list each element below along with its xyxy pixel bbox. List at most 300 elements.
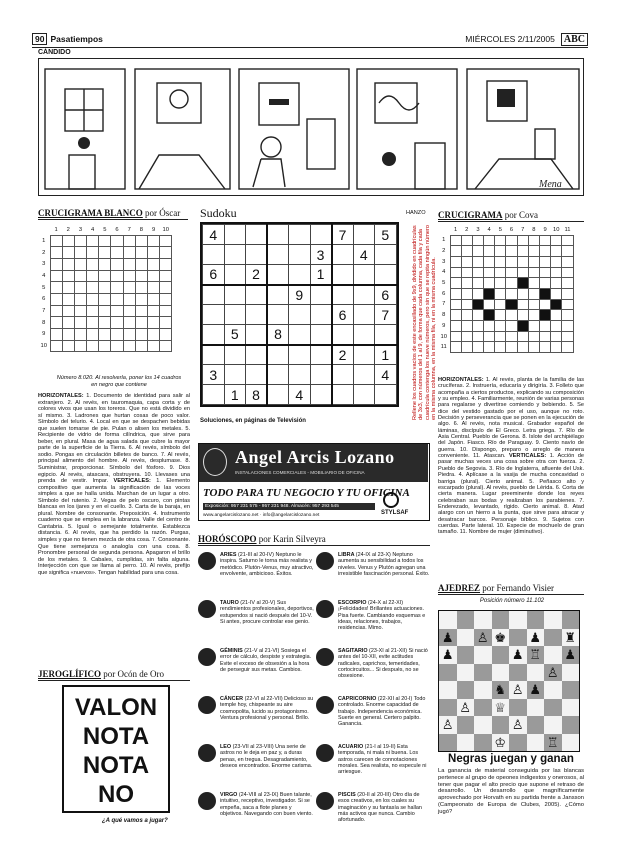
crossword-cell[interactable] <box>495 256 506 267</box>
sudoku-cell[interactable] <box>267 285 289 305</box>
sudoku-cell[interactable]: 1 <box>224 385 246 405</box>
crossword-cell[interactable] <box>472 331 483 342</box>
crossword-cell[interactable] <box>461 288 472 299</box>
crossword-cell[interactable] <box>528 331 539 342</box>
chess-square[interactable] <box>544 646 562 664</box>
chess-square[interactable]: ♚ <box>492 629 510 647</box>
sudoku-cell[interactable] <box>203 325 225 345</box>
crossword-cell[interactable] <box>472 288 483 299</box>
sudoku-cell[interactable] <box>310 225 332 245</box>
crossword-cell[interactable] <box>123 235 135 247</box>
crossword-cell[interactable] <box>540 267 551 278</box>
crossword-cell[interactable] <box>111 340 123 352</box>
chess-square[interactable] <box>457 716 475 734</box>
crossword-cell[interactable] <box>528 342 539 353</box>
crossword-cell[interactable] <box>99 305 111 317</box>
chess-square[interactable] <box>439 664 457 682</box>
crossword-cell[interactable] <box>62 340 74 352</box>
crossword-cell[interactable] <box>111 293 123 305</box>
sudoku-cell[interactable] <box>310 345 332 365</box>
crossword-cell[interactable] <box>562 331 573 342</box>
chess-square[interactable] <box>544 681 562 699</box>
crossword-cell[interactable] <box>495 235 506 246</box>
sudoku-cell[interactable] <box>332 325 354 345</box>
crossword-cell[interactable] <box>450 288 461 299</box>
crossword-cell[interactable] <box>495 267 506 278</box>
sudoku-cell[interactable] <box>289 265 311 285</box>
chess-square[interactable] <box>474 699 492 717</box>
crossword-cell[interactable] <box>87 340 99 352</box>
crossword-cell[interactable] <box>50 317 62 329</box>
crossword-cell[interactable] <box>148 305 160 317</box>
crossword-cell[interactable] <box>472 321 483 332</box>
crossword-cell[interactable] <box>551 342 562 353</box>
chess-square[interactable]: ♙ <box>457 699 475 717</box>
crossword-cell[interactable] <box>62 270 74 282</box>
crossword-cell[interactable] <box>74 317 86 329</box>
sudoku-cell[interactable] <box>310 365 332 385</box>
crossword-cell[interactable] <box>517 256 528 267</box>
sudoku-cell[interactable]: 8 <box>246 385 268 405</box>
crossword-cell[interactable] <box>450 235 461 246</box>
crossword-cell[interactable] <box>160 270 172 282</box>
crossword-cell[interactable] <box>495 310 506 321</box>
sudoku-cell[interactable] <box>332 265 354 285</box>
sudoku-cell[interactable] <box>353 285 375 305</box>
crossword-cell[interactable] <box>135 329 147 341</box>
crossword-cell[interactable] <box>528 256 539 267</box>
crossword-cell[interactable] <box>506 235 517 246</box>
sudoku-cell[interactable] <box>310 325 332 345</box>
chess-square[interactable] <box>492 611 510 629</box>
crossword-cell[interactable] <box>562 299 573 310</box>
sudoku-cell[interactable] <box>332 285 354 305</box>
crossword-cell[interactable] <box>540 246 551 257</box>
crossword-cell[interactable] <box>540 321 551 332</box>
crossword-cell[interactable] <box>160 235 172 247</box>
chess-square[interactable] <box>457 646 475 664</box>
crossword-cell[interactable] <box>562 246 573 257</box>
crossword-cell[interactable] <box>495 299 506 310</box>
crossword-cell[interactable] <box>450 321 461 332</box>
crossword-cell[interactable] <box>551 267 562 278</box>
chess-square[interactable] <box>527 716 545 734</box>
sudoku-cell[interactable]: 6 <box>203 265 225 285</box>
crossword-cell[interactable] <box>148 247 160 259</box>
crossword-cell[interactable] <box>484 288 495 299</box>
sudoku-cell[interactable] <box>353 365 375 385</box>
sudoku-cell[interactable] <box>289 325 311 345</box>
chess-square[interactable] <box>527 664 545 682</box>
sudoku-cell[interactable] <box>224 225 246 245</box>
chess-square[interactable]: ♟ <box>439 646 457 664</box>
crossword-cell[interactable] <box>517 331 528 342</box>
crossword-cell[interactable] <box>472 342 483 353</box>
chess-square[interactable]: ♙ <box>474 629 492 647</box>
crossword-cell[interactable] <box>540 299 551 310</box>
sudoku-cell[interactable]: 5 <box>375 225 397 245</box>
chess-square[interactable] <box>544 716 562 734</box>
sudoku-cell[interactable] <box>224 345 246 365</box>
crossword-cell[interactable] <box>506 267 517 278</box>
crossword-cell[interactable] <box>87 270 99 282</box>
crossword-cell[interactable] <box>506 299 517 310</box>
sudoku-cell[interactable]: 4 <box>353 245 375 265</box>
sudoku-cell[interactable] <box>267 225 289 245</box>
chess-square[interactable]: ♟ <box>527 681 545 699</box>
sudoku-cell[interactable] <box>353 345 375 365</box>
sudoku-cell[interactable] <box>353 385 375 405</box>
crossword-cell[interactable] <box>99 270 111 282</box>
crossword-cell[interactable] <box>450 331 461 342</box>
crossword-cell[interactable] <box>74 258 86 270</box>
crossword-cell[interactable] <box>74 340 86 352</box>
crossword-cell[interactable] <box>99 282 111 294</box>
chess-square[interactable] <box>474 664 492 682</box>
crossword-cell[interactable] <box>87 235 99 247</box>
crossword-cell[interactable] <box>450 278 461 289</box>
crossword-cell[interactable] <box>484 278 495 289</box>
crossword-cell[interactable] <box>62 235 74 247</box>
crossword-cell[interactable] <box>99 247 111 259</box>
crossword-cell[interactable] <box>517 342 528 353</box>
crossword-cell[interactable] <box>50 340 62 352</box>
sudoku-cell[interactable] <box>203 285 225 305</box>
sudoku-cell[interactable] <box>246 365 268 385</box>
sudoku-cell[interactable] <box>353 265 375 285</box>
chess-square[interactable] <box>544 611 562 629</box>
crossword-cell[interactable] <box>495 321 506 332</box>
crossword-cell[interactable] <box>123 247 135 259</box>
crossword-cell[interactable] <box>74 235 86 247</box>
crossword-cell[interactable] <box>551 299 562 310</box>
crossword-cell[interactable] <box>528 310 539 321</box>
crossword-cell[interactable] <box>562 278 573 289</box>
chess-square[interactable] <box>457 681 475 699</box>
sudoku-cell[interactable]: 3 <box>203 365 225 385</box>
chess-square[interactable] <box>474 716 492 734</box>
sudoku-cell[interactable] <box>289 365 311 385</box>
crossword-cell[interactable] <box>135 293 147 305</box>
sudoku-cell[interactable]: 7 <box>332 225 354 245</box>
crossword-cell[interactable] <box>461 278 472 289</box>
sudoku-cell[interactable] <box>246 225 268 245</box>
sudoku-cell[interactable] <box>332 385 354 405</box>
sudoku-cell[interactable] <box>375 245 397 265</box>
sudoku-cell[interactable] <box>267 345 289 365</box>
crossword-cell[interactable] <box>450 246 461 257</box>
crossword-cell[interactable] <box>551 288 562 299</box>
crossword-cell[interactable] <box>450 299 461 310</box>
crossword-cell[interactable] <box>123 340 135 352</box>
chess-square[interactable]: ♕ <box>492 699 510 717</box>
crossword-cell[interactable] <box>74 305 86 317</box>
crossword-cell[interactable] <box>472 299 483 310</box>
sudoku-cell[interactable] <box>203 385 225 405</box>
crossword-cell[interactable] <box>484 267 495 278</box>
sudoku-cell[interactable] <box>246 285 268 305</box>
sudoku-cell[interactable] <box>267 265 289 285</box>
crossword-cell[interactable] <box>528 246 539 257</box>
crossword-cell[interactable] <box>74 270 86 282</box>
chess-square[interactable]: ♜ <box>562 629 580 647</box>
chess-square[interactable]: ♟ <box>439 629 457 647</box>
chess-square[interactable]: ♟ <box>527 629 545 647</box>
crossword-cell[interactable] <box>111 247 123 259</box>
sudoku-cell[interactable] <box>224 245 246 265</box>
sudoku-cell[interactable]: 5 <box>224 325 246 345</box>
sudoku-cell[interactable]: 4 <box>203 225 225 245</box>
crossword-cell[interactable] <box>148 340 160 352</box>
crossword-cell[interactable] <box>450 342 461 353</box>
crossword-cell[interactable] <box>484 342 495 353</box>
sudoku-cell[interactable] <box>224 265 246 285</box>
crossword-cell[interactable] <box>517 246 528 257</box>
chess-square[interactable] <box>562 716 580 734</box>
sudoku-cell[interactable]: 8 <box>267 325 289 345</box>
crossword-cell[interactable] <box>484 256 495 267</box>
crossword-cell[interactable] <box>562 256 573 267</box>
sudoku-cell[interactable] <box>289 305 311 325</box>
crossword-cell[interactable] <box>123 329 135 341</box>
chess-square[interactable]: ♟ <box>562 646 580 664</box>
chess-square[interactable] <box>527 734 545 752</box>
crossword-cell[interactable] <box>528 267 539 278</box>
crossword-cell[interactable] <box>74 247 86 259</box>
crossword-cell[interactable] <box>135 340 147 352</box>
chess-square[interactable]: ♖ <box>527 646 545 664</box>
chess-square[interactable] <box>492 646 510 664</box>
chess-square[interactable] <box>474 681 492 699</box>
sudoku-cell[interactable] <box>267 245 289 265</box>
sudoku-cell[interactable] <box>353 325 375 345</box>
crossword-cell[interactable] <box>495 288 506 299</box>
crossword-cell[interactable] <box>50 247 62 259</box>
crossword-cell[interactable] <box>50 282 62 294</box>
chess-square[interactable] <box>509 664 527 682</box>
crossword-cell[interactable] <box>551 331 562 342</box>
crossword-cell[interactable] <box>472 267 483 278</box>
crossword-cell[interactable] <box>99 329 111 341</box>
crossword-cell[interactable] <box>562 288 573 299</box>
crossword-cell[interactable] <box>111 282 123 294</box>
sudoku-cell[interactable] <box>246 305 268 325</box>
crossword-cell[interactable] <box>450 267 461 278</box>
crossword-cell[interactable] <box>495 246 506 257</box>
crossword-cell[interactable] <box>148 317 160 329</box>
crossword-cell[interactable] <box>495 331 506 342</box>
crossword-cell[interactable] <box>517 321 528 332</box>
crossword-cell[interactable] <box>506 321 517 332</box>
chess-square[interactable] <box>509 699 527 717</box>
crossword-cell[interactable] <box>111 329 123 341</box>
crossword-cell[interactable] <box>74 293 86 305</box>
crossword-cell[interactable] <box>562 267 573 278</box>
crossword-cell[interactable] <box>461 342 472 353</box>
crossword-cell[interactable] <box>540 331 551 342</box>
chess-square[interactable] <box>562 611 580 629</box>
sudoku-cell[interactable] <box>246 245 268 265</box>
crossword-cell[interactable] <box>540 278 551 289</box>
crossword-cell[interactable] <box>461 299 472 310</box>
crossword-cell[interactable] <box>472 256 483 267</box>
crossword-cell[interactable] <box>160 282 172 294</box>
crossword-cell[interactable] <box>160 293 172 305</box>
crossword-cell[interactable] <box>123 270 135 282</box>
sudoku-cell[interactable] <box>224 305 246 325</box>
crossword-cell[interactable] <box>148 235 160 247</box>
crossword-cell[interactable] <box>123 293 135 305</box>
crossword-cell[interactable] <box>461 331 472 342</box>
crossword-cell[interactable] <box>461 235 472 246</box>
chess-square[interactable] <box>509 629 527 647</box>
crossword-cell[interactable] <box>123 305 135 317</box>
chess-square[interactable] <box>457 611 475 629</box>
crossword-cell[interactable] <box>99 317 111 329</box>
chess-square[interactable] <box>439 611 457 629</box>
crossword-cell[interactable] <box>62 247 74 259</box>
chess-square[interactable]: ♖ <box>544 734 562 752</box>
crossword-cell[interactable] <box>540 235 551 246</box>
chess-square[interactable]: ♙ <box>509 716 527 734</box>
crossword-cell[interactable] <box>135 305 147 317</box>
crossword-cell[interactable] <box>135 258 147 270</box>
chess-square[interactable] <box>562 734 580 752</box>
crossword-cell[interactable] <box>528 299 539 310</box>
crossword-cell[interactable] <box>123 258 135 270</box>
chess-square[interactable]: ♟ <box>509 646 527 664</box>
crossword-cell[interactable] <box>506 278 517 289</box>
sudoku-cell[interactable] <box>224 285 246 305</box>
crossword-cell[interactable] <box>461 256 472 267</box>
crossword-cell[interactable] <box>506 288 517 299</box>
crossword-cell[interactable] <box>160 247 172 259</box>
chess-square[interactable] <box>544 699 562 717</box>
crossword-cell[interactable] <box>135 235 147 247</box>
crossword-cell[interactable] <box>50 270 62 282</box>
crossword-cell[interactable] <box>87 282 99 294</box>
crossword-cell[interactable] <box>148 293 160 305</box>
crossword-cell[interactable] <box>517 310 528 321</box>
sudoku-cell[interactable]: 2 <box>246 265 268 285</box>
crossword-cell[interactable] <box>160 329 172 341</box>
chess-square[interactable]: ♙ <box>509 681 527 699</box>
crossword-cell[interactable] <box>540 288 551 299</box>
sudoku-cell[interactable]: 7 <box>375 305 397 325</box>
sudoku-cell[interactable] <box>332 365 354 385</box>
sudoku-cell[interactable] <box>375 385 397 405</box>
crossword-cell[interactable] <box>484 299 495 310</box>
crossword-cell[interactable] <box>50 305 62 317</box>
chess-square[interactable] <box>439 699 457 717</box>
crossword-cell[interactable] <box>472 235 483 246</box>
crossword-cell[interactable] <box>517 235 528 246</box>
crossword-cell[interactable] <box>99 235 111 247</box>
crossword-cell[interactable] <box>528 278 539 289</box>
crossword-cell[interactable] <box>87 329 99 341</box>
crossword-cell[interactable] <box>148 329 160 341</box>
crossword-cell[interactable] <box>62 329 74 341</box>
crossword-cell[interactable] <box>111 270 123 282</box>
sudoku-cell[interactable]: 1 <box>375 345 397 365</box>
crossword-cell[interactable] <box>461 246 472 257</box>
crossword-cell[interactable] <box>562 321 573 332</box>
sudoku-cell[interactable]: 9 <box>289 285 311 305</box>
sudoku-cell[interactable]: 6 <box>375 285 397 305</box>
crossword-cell[interactable] <box>562 342 573 353</box>
sudoku-cell[interactable] <box>289 345 311 365</box>
crossword-cell[interactable] <box>540 342 551 353</box>
crossword-cell[interactable] <box>506 246 517 257</box>
crossword-cell[interactable] <box>50 258 62 270</box>
crossword-cell[interactable] <box>123 282 135 294</box>
sudoku-cell[interactable] <box>310 385 332 405</box>
crossword-cell[interactable] <box>135 282 147 294</box>
chess-square[interactable] <box>474 611 492 629</box>
crossword-cell[interactable] <box>87 305 99 317</box>
sudoku-cell[interactable] <box>267 365 289 385</box>
crossword-cell[interactable] <box>551 235 562 246</box>
crossword-cell[interactable] <box>461 267 472 278</box>
ad-box[interactable] <box>198 443 430 521</box>
crossword-cell[interactable] <box>99 258 111 270</box>
crossword-cell[interactable] <box>506 331 517 342</box>
crossword-cell[interactable] <box>495 342 506 353</box>
crossword-cell[interactable] <box>87 247 99 259</box>
crossword-cell[interactable] <box>135 247 147 259</box>
crossword-cell[interactable] <box>540 310 551 321</box>
sudoku-cell[interactable]: 3 <box>310 245 332 265</box>
crossword-cell[interactable] <box>551 278 562 289</box>
crossword-cell[interactable] <box>111 317 123 329</box>
sudoku-cell[interactable] <box>310 305 332 325</box>
crossword-cell[interactable] <box>450 310 461 321</box>
crossword-cell[interactable] <box>506 256 517 267</box>
crossword-cell[interactable] <box>484 321 495 332</box>
crossword-cell[interactable] <box>135 317 147 329</box>
sudoku-cell[interactable]: 4 <box>289 385 311 405</box>
sudoku-cell[interactable] <box>246 325 268 345</box>
sudoku-cell[interactable] <box>203 245 225 265</box>
crossword-cell[interactable] <box>87 293 99 305</box>
chess-square[interactable] <box>527 611 545 629</box>
crossword-cell[interactable] <box>450 256 461 267</box>
crossword-cell[interactable] <box>50 235 62 247</box>
sudoku-cell[interactable]: 6 <box>332 305 354 325</box>
chess-square[interactable] <box>527 699 545 717</box>
crossword-cell[interactable] <box>461 321 472 332</box>
crossword-cell[interactable] <box>528 235 539 246</box>
crossword-cell[interactable] <box>551 321 562 332</box>
crossword-cell[interactable] <box>484 235 495 246</box>
crossword-cell[interactable] <box>472 246 483 257</box>
crossword-cell[interactable] <box>484 331 495 342</box>
sudoku-cell[interactable] <box>310 285 332 305</box>
crossword-cell[interactable] <box>506 310 517 321</box>
crossword-cell[interactable] <box>148 282 160 294</box>
chess-square[interactable] <box>509 611 527 629</box>
chess-square[interactable] <box>457 629 475 647</box>
crossword-cell[interactable] <box>472 278 483 289</box>
sudoku-cell[interactable] <box>375 265 397 285</box>
crossword-cell[interactable] <box>461 310 472 321</box>
chess-square[interactable] <box>562 681 580 699</box>
crossword-cell[interactable] <box>87 258 99 270</box>
crossword-cell[interactable] <box>99 340 111 352</box>
crossword-cell[interactable] <box>484 246 495 257</box>
sudoku-cell[interactable] <box>246 345 268 365</box>
chess-square[interactable] <box>492 716 510 734</box>
